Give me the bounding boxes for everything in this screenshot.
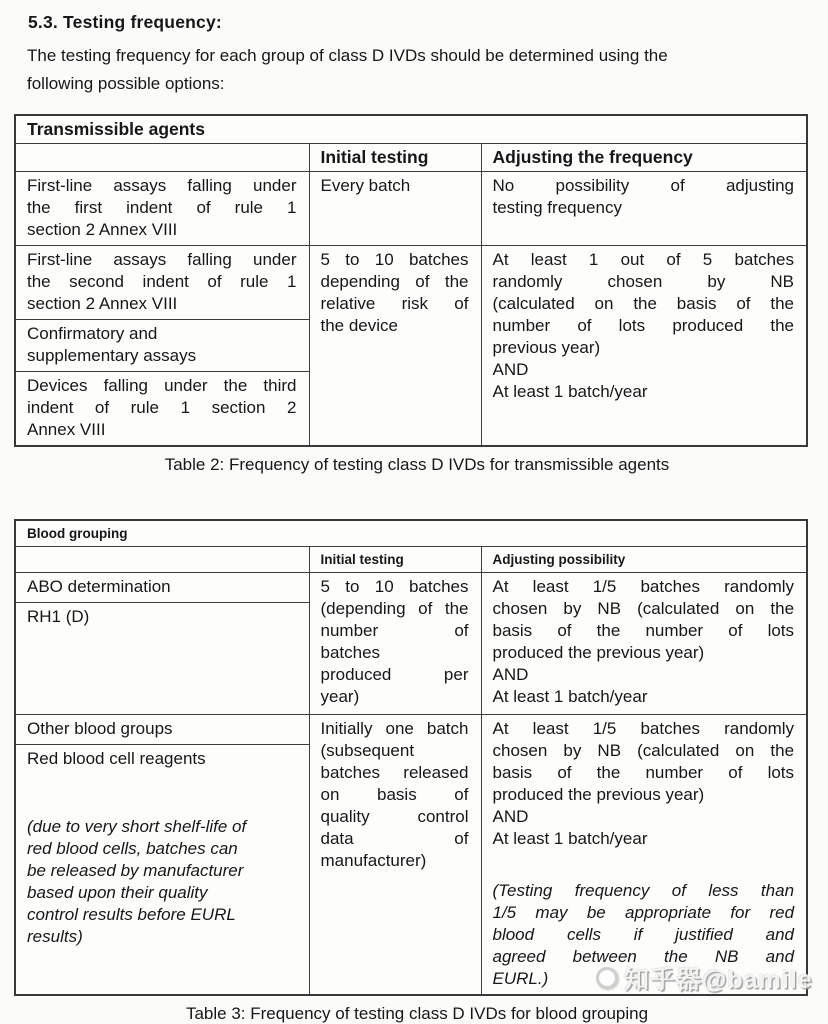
table-header-row <box>15 547 807 573</box>
cell-assay-first-indent: First-line assays falling under the first indent of rule 1 section 2 Annex VIII <box>15 172 309 246</box>
cell-5-to-10-batches-blood: 5 to 10 batches (depending of the number of batches produced per year) <box>309 573 481 715</box>
table3-title: Blood grouping <box>15 520 807 547</box>
table2-header-empty <box>15 144 309 172</box>
table2-caption: Table 2: Frequency of testing class D IVDs for transmissible agents <box>164 455 670 474</box>
cell-adjusting-rule-blood: At least 1/5 batches randomly chosen by NB (calculated on the basis of the number of lots produced the previous year) AND At least 1 batch/year <box>481 573 807 715</box>
testing-frequency-note: (Testing frequency of less than 1/5 may be appropriate for red blood cells if justified and agreed between the NB and EURL.) <box>492 881 795 988</box>
table-title-row <box>15 115 807 144</box>
table3-header-initial-testing: Initial testing <box>309 547 481 573</box>
table3-caption: Table 3: Frequency of testing class D IVDs for blood grouping <box>185 1004 649 1023</box>
table-header-row <box>15 144 807 172</box>
table3-header-empty <box>15 547 309 573</box>
cell-red-blood-cell-reagents: Red blood cell reagents (due to very short shelf-life of red blood cells, batches can be released by manufacturer based upon their quality control results before EURL results) <box>15 745 309 995</box>
cell-5-to-10-batches: 5 to 10 batches depending of the relative risk of the device <box>309 246 481 447</box>
cell-adjusting-rule-other: At least 1/5 batches randomly chosen by NB (calculated on the basis of the number of lots produced the previous year) AND At least 1 batch/year (Testing frequency of less than 1/5 may be appropriate for red blood cells if justified and agreed between the NB and EURL.) <box>481 715 807 996</box>
cell-every-batch: Every batch <box>309 172 481 246</box>
section-heading: 5.3. Testing frequency: <box>28 12 222 32</box>
watermark <box>596 960 813 996</box>
cell-no-adjusting-possibility: No possibility of adjusting testing frequency <box>481 172 807 246</box>
watermark-text: 知乎器@bamile <box>624 966 813 994</box>
minimum-frequency: At least 1 batch/year <box>492 382 648 401</box>
cell-rh1-d: RH1 (D) <box>15 603 309 715</box>
cell-abo-determination: ABO determination <box>15 573 309 603</box>
cell-devices-third-indent: Devices falling under the third indent of rule 1 section 2 Annex VIII <box>15 372 309 447</box>
cell-adjusting-rule: At least 1 out of 5 batches randomly chosen by NB (calculated on the basis of the number of lots produced the previous year) AND At least 1 batch/year <box>481 246 807 447</box>
table2-header-adjusting-frequency: Adjusting the frequency <box>481 144 807 172</box>
blood-grouping-table <box>14 519 808 996</box>
cell-initially-one-batch: Initially one batch (subsequent batches released on basis of quality control data of manufacturer) <box>309 715 481 996</box>
transmissible-agents-table <box>14 114 808 447</box>
table-row <box>15 246 807 320</box>
table-row <box>15 715 807 745</box>
table3-header-adjusting-possibility: Adjusting possibility <box>481 547 807 573</box>
minimum-frequency: At least 1 batch/year <box>492 687 648 706</box>
shelf-life-note: (due to very short shelf-life of red blood cells, batches can be released by manufacturer based upon their quality control results before EURL results) <box>27 817 247 947</box>
table2-header-initial-testing: Initial testing <box>309 144 481 172</box>
intro-paragraph: The testing frequency for each group of class D IVDs should be determined using the following possible options: <box>27 46 668 93</box>
minimum-frequency: At least 1 batch/year <box>492 829 648 848</box>
and-connector: AND <box>492 360 529 379</box>
cell-other-blood-groups: Other blood groups <box>15 715 309 745</box>
cell-confirmatory-supplementary: Confirmatory and supplementary assays <box>15 320 309 372</box>
table3-section <box>14 519 806 996</box>
table2-title: Transmissible agents <box>15 115 807 144</box>
table-row <box>15 172 807 246</box>
and-connector: AND <box>492 807 529 826</box>
zhihu-logo-icon <box>596 967 618 989</box>
cell-assay-second-indent: First-line assays falling under the second indent of rule 1 section 2 Annex VIII <box>15 246 309 320</box>
table-row <box>15 573 807 603</box>
and-connector: AND <box>492 665 529 684</box>
table-title-row <box>15 520 807 547</box>
